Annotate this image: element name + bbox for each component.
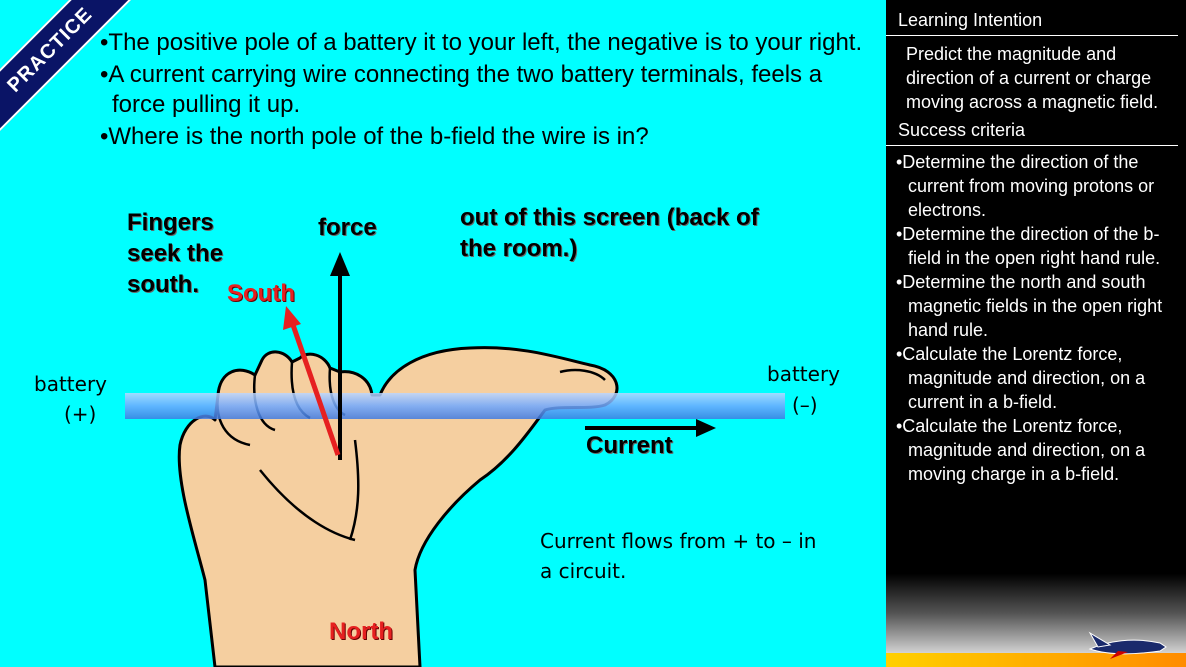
criteria-item: •Calculate the Lorentz force, magnitude and direction, on a current in a b-field. (896, 344, 1146, 412)
current-flow-line: a circuit. (540, 559, 627, 583)
out-of-screen-line: out of this screen (back of (460, 204, 759, 231)
learning-intention-title: Learning Intention (886, 0, 1178, 36)
north-label: North (329, 618, 393, 645)
battery-left-label: battery (34, 372, 107, 396)
out-of-screen-line: the room.) (460, 235, 578, 262)
sidebar (886, 0, 1186, 667)
force-label: force (318, 214, 377, 241)
bullet-item: •A current carrying wire connecting the two battery terminals, feels a force pulling it up. (100, 61, 823, 118)
wire (125, 393, 785, 419)
fingers-note (127, 207, 223, 300)
learning-intention-text: Predict the magnitude and direction of a current or charge moving across a magnetic field. (906, 44, 1159, 112)
fingers-note-line: seek the (127, 240, 224, 267)
practice-label: PRACTICE (2, 2, 97, 97)
criteria-item: •Determine the direction of the b-field in the open right hand rule. (896, 224, 1161, 268)
fingers-note-line: south. (127, 271, 199, 298)
out-of-screen-note (460, 202, 759, 264)
rocket-logo-icon (1088, 627, 1168, 661)
current-flow-line: Current flows from + to – in (540, 529, 817, 553)
battery-right-sign: (–) (792, 393, 818, 417)
criteria-item: •Determine the north and south magnetic fields in the open right hand rule. (896, 272, 1163, 340)
south-label: South (227, 280, 295, 307)
bullet-item: •The positive pole of a battery it to your left, the negative is to your right. (100, 29, 863, 56)
current-flow-note (540, 526, 816, 586)
fingers-note-line: Fingers (127, 209, 214, 236)
battery-right-label: battery (767, 362, 840, 386)
criteria-item: •Calculate the Lorentz force, magnitude and direction, on a moving charge in a b-field. (896, 416, 1146, 484)
success-criteria-title: Success criteria (886, 114, 1178, 146)
bullet-item: •Where is the north pole of the b-field the wire is in? (100, 123, 649, 150)
current-label: Current (586, 432, 673, 459)
criteria-item: •Determine the direction of the current from moving protons or electrons. (896, 152, 1155, 220)
success-criteria-list (886, 146, 1186, 486)
battery-left-sign: (+) (64, 402, 97, 426)
